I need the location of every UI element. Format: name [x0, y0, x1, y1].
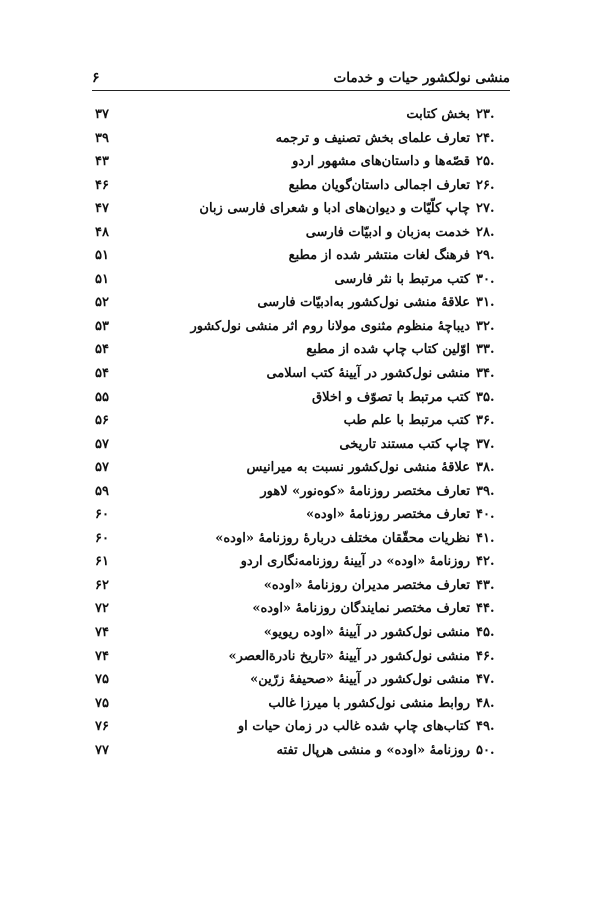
toc-entry-page: ۷۵ — [95, 672, 109, 688]
toc-entry — [92, 413, 510, 437]
toc-entry-number: ۲۸. — [476, 224, 495, 240]
toc-entry-number: ۴۶. — [476, 648, 495, 664]
toc-entry-title: منشی نول‌کشور در آیینهٔ کتب اسلامی — [266, 366, 470, 382]
toc-entry-page: ۳۷ — [95, 107, 109, 122]
toc-entry-number: ۴۱. — [476, 530, 495, 546]
toc-entry-title: روزنامهٔ «اوده» و منشی هرپال تفته — [276, 742, 470, 758]
toc-entry-title: خدمت به‌زبان و ادبیّات فارسی — [305, 224, 470, 240]
toc-entry-page: ۴۸ — [95, 224, 109, 240]
toc-entry-title: چاپ کتب مستند تاریخی — [339, 436, 470, 452]
toc-entry-title: اوّلین کتاب چاپ شده از مطبع — [306, 342, 470, 358]
toc-entry — [92, 131, 510, 155]
toc-entry — [92, 319, 510, 343]
toc-entry — [92, 743, 510, 767]
header-title: منشی نولکشور حیات و خدمات — [333, 70, 510, 86]
toc-entry — [92, 601, 510, 625]
toc-entry-title: تعارف اجمالی داستان‌گویان مطبع — [288, 177, 470, 193]
toc-entry — [92, 625, 510, 649]
toc-entry — [92, 507, 510, 531]
toc-entry-title: تعارف مختصر روزنامهٔ «کوه‌نور» لاهور — [260, 483, 470, 499]
toc-entry-number: ۲۹. — [476, 248, 495, 264]
toc-entry-number: ۳۶. — [476, 413, 495, 429]
toc-entry-number: ۳۳. — [476, 342, 495, 358]
toc-entry-page: ۳۹ — [95, 130, 109, 146]
toc-entry-title: منشی نول‌کشور در آیینهٔ «صحیفهٔ زرّین» — [250, 672, 470, 688]
toc-entry — [92, 531, 510, 555]
toc-entry-number: ۴۴. — [476, 601, 495, 617]
toc-entry-title: چاپ کلّیّات و دیوان‌های ادبا و شعرای فارسی زبان — [199, 201, 470, 217]
running-header — [92, 60, 510, 86]
toc-entry — [92, 390, 510, 414]
toc-entry-page: ۴۷ — [95, 201, 109, 217]
toc-entry-number: ۴۲. — [476, 554, 495, 570]
toc-entry-title: کتب مرتبط با نثر فارسی — [334, 271, 470, 287]
toc-entry-title: نظریات محقّقان مختلف دربارهٔ روزنامهٔ «اوده» — [215, 530, 470, 546]
toc-entry — [92, 178, 510, 202]
toc-entry-page: ۵۲ — [95, 295, 109, 311]
toc-entry — [92, 578, 510, 602]
toc-entry — [92, 342, 510, 366]
toc-entry-page: ۶۲ — [95, 577, 109, 593]
toc-entry-page: ۵۴ — [95, 366, 109, 382]
toc-entry-page: ۷۵ — [95, 695, 109, 711]
toc-entry — [92, 460, 510, 484]
toc-entry-number: ۳۸. — [476, 460, 495, 476]
table-of-contents — [92, 107, 510, 766]
toc-entry-number: ۳۲. — [476, 318, 495, 334]
toc-entry-page: ۵۹ — [95, 483, 109, 499]
toc-entry — [92, 366, 510, 390]
toc-entry-number: ۳۵. — [476, 389, 495, 405]
toc-entry — [92, 201, 510, 225]
toc-entry-page: ۵۱ — [95, 248, 109, 264]
toc-entry-title: تعارف مختصر نمایندگان روزنامهٔ «اوده» — [252, 601, 470, 617]
toc-entry — [92, 696, 510, 720]
toc-entry-title: تعارف علمای بخش تصنیف و ترجمه — [275, 130, 470, 146]
toc-entry-number: ۳۹. — [476, 483, 495, 499]
toc-entry-title: بخش کتابت — [406, 107, 470, 122]
toc-entry-page: ۷۴ — [95, 625, 109, 641]
toc-entry-number: ۴۰. — [476, 507, 495, 523]
toc-entry — [92, 649, 510, 673]
toc-entry-title: کتب مرتبط با علم طب — [343, 413, 470, 429]
toc-entry-number: ۳۴. — [476, 366, 495, 382]
toc-entry-page: ۵۴ — [95, 342, 109, 358]
toc-entry — [92, 295, 510, 319]
toc-entry-title: علاقهٔ منشی نول‌کشور به‌ادبیّات فارسی — [257, 295, 470, 311]
toc-entry-page: ۶۰ — [95, 507, 109, 523]
toc-entry-title: قصّه‌ها و داستان‌های مشهور اردو — [292, 154, 470, 170]
toc-entry — [92, 437, 510, 461]
toc-entry-number: ۴۷. — [476, 672, 495, 688]
toc-entry-page: ۶۰ — [95, 530, 109, 546]
toc-entry-page: ۵۶ — [95, 413, 109, 429]
toc-entry-number: ۳۰. — [476, 271, 495, 287]
toc-entry — [92, 554, 510, 578]
toc-entry-number: ۵۰. — [476, 742, 495, 758]
header-rule — [92, 90, 510, 91]
toc-entry — [92, 672, 510, 696]
toc-entry-title: دیباچهٔ منظوم مثنوی مولانا روم اثر منشی نول‌کشور — [190, 318, 470, 334]
toc-entry-page: ۵۷ — [95, 436, 109, 452]
toc-entry-page: ۵۱ — [95, 271, 109, 287]
toc-entry-page: ۷۷ — [95, 742, 109, 758]
toc-entry-title: منشی نول‌کشور در آیینهٔ «اوده ریویو» — [263, 625, 470, 641]
toc-entry-title: تعارف مختصر روزنامهٔ «اوده» — [306, 507, 470, 523]
toc-entry-page: ۴۶ — [95, 177, 109, 193]
toc-entry-page: ۷۴ — [95, 648, 109, 664]
toc-entry-number: ۲۵. — [476, 154, 495, 170]
toc-entry — [92, 225, 510, 249]
toc-entry-title: روزنامهٔ «اوده» در آیینهٔ روزنامه‌نگاری اردو — [240, 554, 470, 570]
toc-entry-number: ۴۸. — [476, 695, 495, 711]
toc-entry — [92, 248, 510, 272]
toc-entry-title: علاقهٔ منشی نول‌کشور نسبت به میرانیس — [246, 460, 470, 476]
toc-entry-title: فرهنگ لغات منتشر شده از مطبع — [288, 248, 470, 264]
toc-entry-number: ۴۹. — [476, 719, 495, 735]
toc-entry-page: ۶۱ — [95, 554, 109, 570]
toc-entry-page: ۷۶ — [95, 719, 109, 735]
toc-entry — [92, 154, 510, 178]
toc-entry-title: روابط منشی نول‌کشور با میرزا غالب — [268, 695, 470, 711]
toc-entry-number: ۲۴. — [476, 130, 495, 146]
toc-entry — [92, 107, 510, 131]
toc-entry-page: ۷۲ — [95, 601, 109, 617]
toc-entry-number: ۳۱. — [476, 295, 495, 311]
toc-entry-number: ۴۵. — [476, 625, 495, 641]
toc-entry-page: ۵۳ — [95, 318, 109, 334]
toc-entry-number: ۲۳. — [476, 107, 495, 122]
toc-entry-page: ۴۳ — [95, 154, 109, 170]
toc-entry — [92, 272, 510, 296]
toc-entry — [92, 484, 510, 508]
toc-entry-title: کتاب‌های چاپ شده غالب در زمان حیات او — [237, 719, 470, 735]
toc-entry-number: ۲۷. — [476, 201, 495, 217]
toc-entry — [92, 719, 510, 743]
toc-entry-title: تعارف مختصر مدیران روزنامهٔ «اوده» — [263, 577, 470, 593]
toc-entry-number: ۲۶. — [476, 177, 495, 193]
toc-entry-title: منشی نول‌کشور در آیینهٔ «تاریخ نادرةالعصر» — [228, 648, 470, 664]
toc-entry-title: کتب مرتبط با تصوّف و اخلاق — [312, 389, 470, 405]
toc-entry-page: ۵۵ — [95, 389, 109, 405]
header-page-number: ۶ — [92, 70, 100, 86]
toc-entry-number: ۳۷. — [476, 436, 495, 452]
toc-entry-page: ۵۷ — [95, 460, 109, 476]
toc-entry-number: ۴۳. — [476, 577, 495, 593]
